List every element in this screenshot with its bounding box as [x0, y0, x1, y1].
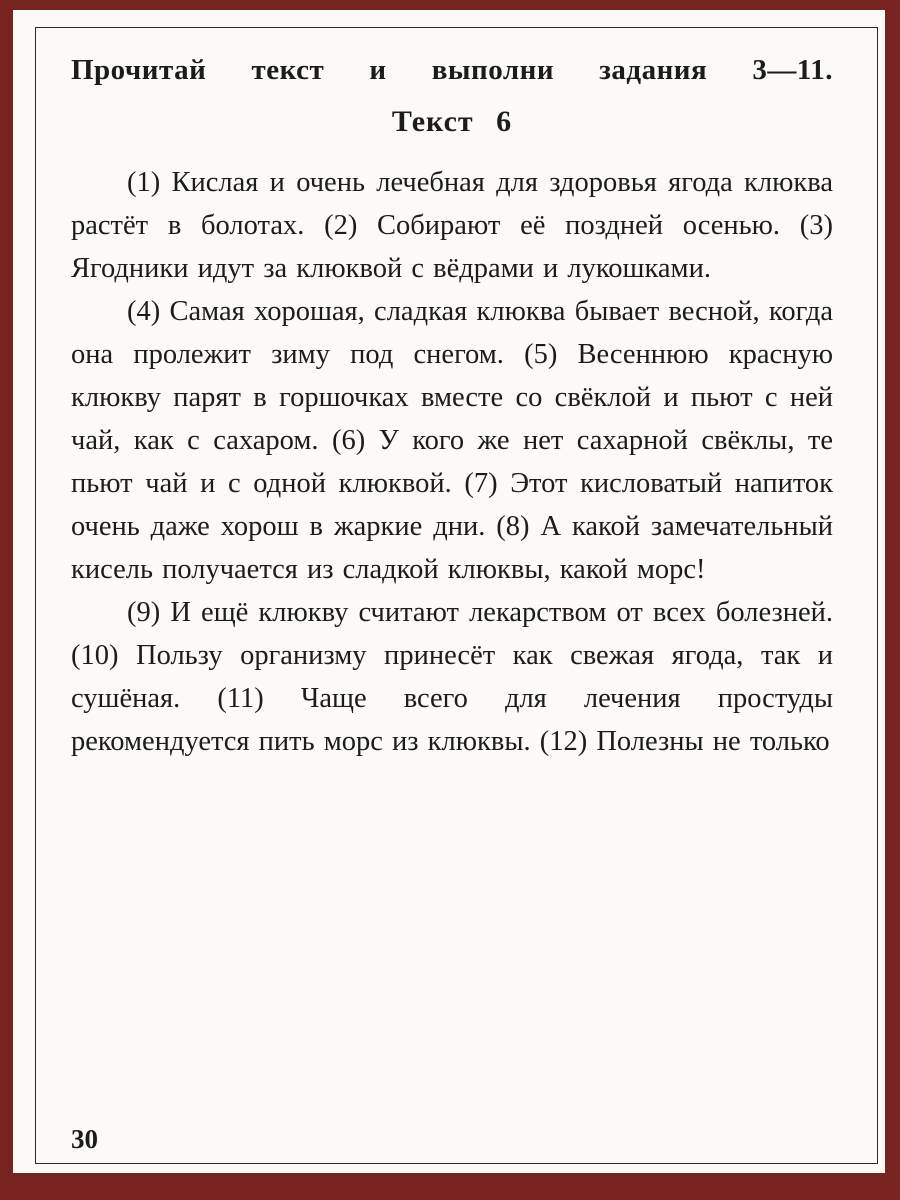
paragraph-3: (9) И ещё клюкву считают лекарством от всех болезней. (10) Пользу организму принесёт как свежая ягода, так и сушёная. (11) Чаще всего для лечения простуды рекомендуется пить морс из клюквы. (12) Полезны не только	[71, 597, 833, 757]
page-content	[71, 54, 833, 1111]
instruction-line: Прочитай текст и выполни задания 3—11.	[71, 54, 833, 86]
text-title: Текст 6	[391, 105, 513, 138]
paragraph-1: (1) Кислая и очень лечебная для здоровья ягода клюква растёт в болотах. (2) Собирают её поздней осенью. (3) Ягодники идут за клюквой с вёдрами и лукошками.	[71, 167, 833, 284]
book-page	[13, 10, 885, 1173]
paragraph-2: (4) Самая хорошая, сладкая клюква бывает весной, когда она пролежит зиму под снегом. (5) Весеннюю красную клюкву парят в горшочках вместе со свёклой и пьют с ней чай, как с сахаром. (6) У кого же нет сахарной свёклы, те пьют чай и с одной клюквой. (7) Этот кисловатый напиток очень даже хорош в жаркие дни. (8) А какой замечательный кисель получается из сладкой клюквы, какой морс!	[71, 296, 833, 585]
page-number: 30	[71, 1124, 98, 1154]
